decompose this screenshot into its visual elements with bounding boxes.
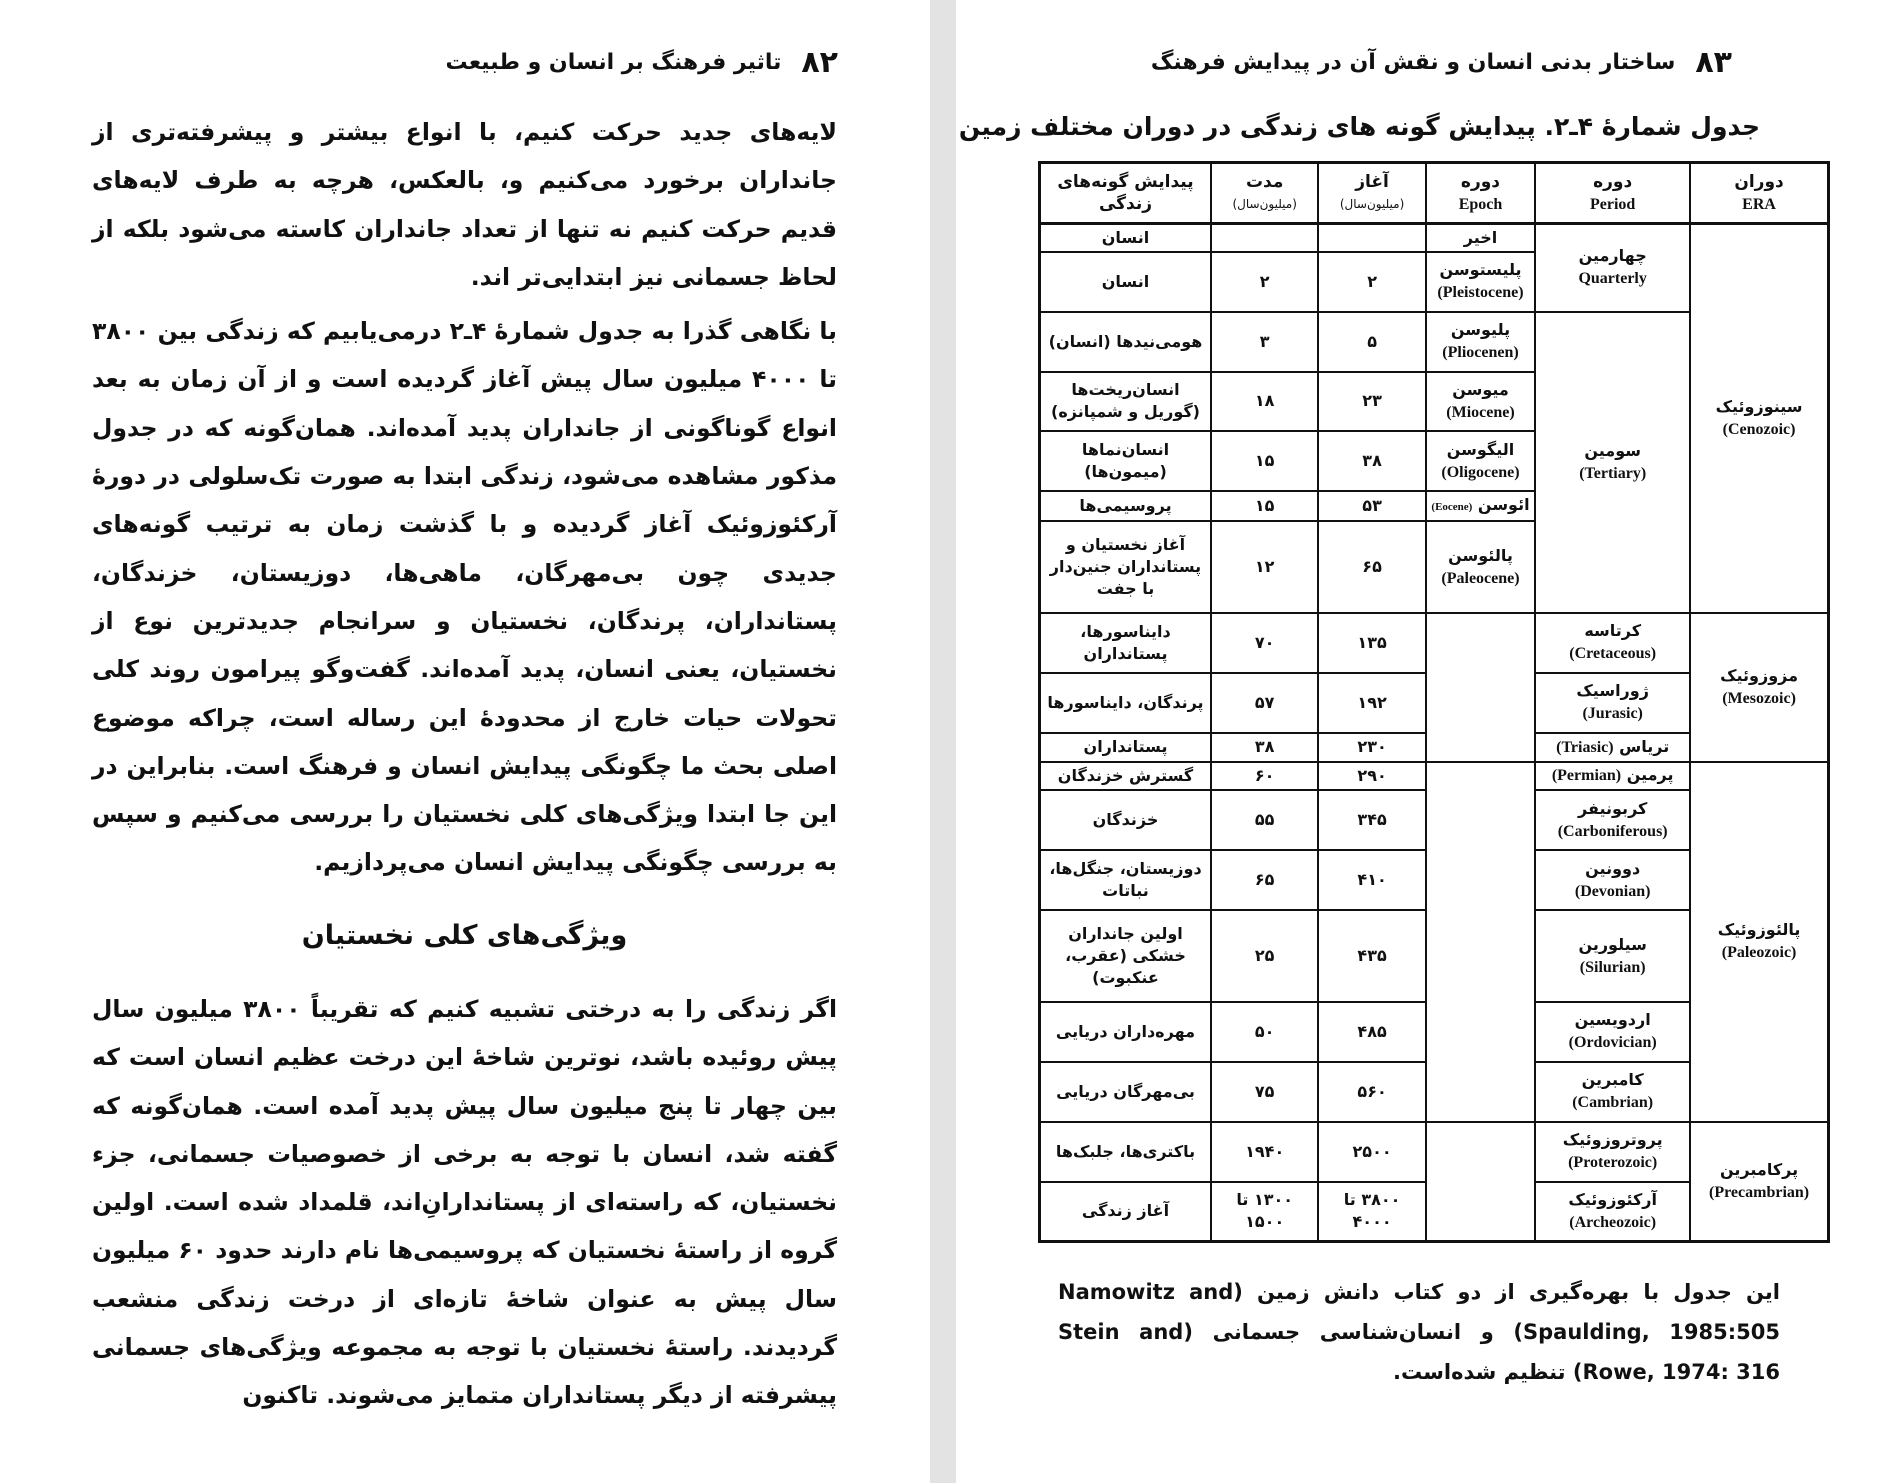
duration-jurassic: ۵۷: [1211, 673, 1318, 733]
section-heading: ویژگی‌های کلی نخستیان: [301, 920, 628, 951]
left-running-title: تاثیر فرهنگ بر انسان و طبیعت: [445, 49, 782, 75]
right-page-number: ۸۳: [1695, 44, 1732, 80]
duration-paleocene: ۱۲: [1211, 521, 1318, 613]
right-page: [956, 0, 1886, 1483]
duration-ordovician: ۵۰: [1211, 1002, 1318, 1062]
left-running-head: [446, 42, 838, 82]
duration-pliocene: ۳: [1211, 312, 1318, 372]
duration-cambrian: ۷۵: [1211, 1062, 1318, 1122]
life-jurassic: پرندگان، دایناسورها: [1040, 673, 1211, 733]
epoch-recent: اخیر: [1426, 224, 1535, 252]
life-archeozoic: آغاز زندگی: [1040, 1182, 1211, 1242]
start-cambrian: ۵۶۰: [1318, 1062, 1425, 1122]
table-row: [1040, 224, 1829, 252]
epoch-paleocene: پالئوسن (Paleocene): [1426, 521, 1535, 613]
duration-miocene: ۱۸: [1211, 372, 1318, 432]
life-permian: گسترش خزندگان: [1040, 762, 1211, 791]
duration-devonian: ۶۵: [1211, 850, 1318, 910]
period-cambrian: کامبرین (Cambrian): [1535, 1062, 1690, 1122]
duration-pleistocene: ۲: [1211, 252, 1318, 312]
header-period: دوره Period: [1535, 163, 1690, 224]
start-oligocene: ۳۸: [1318, 431, 1425, 491]
table-row: [1040, 1122, 1829, 1182]
period-permian: پرمین (Permian): [1535, 762, 1690, 791]
period-carboniferous: کربونیفر (Carboniferous): [1535, 790, 1690, 850]
life-oligocene: انسان‌نماها (میمون‌ها): [1040, 431, 1211, 491]
period-triassic: تریاس (Triasic): [1535, 733, 1690, 762]
life-cambrian: بی‌مهرگان دریایی: [1040, 1062, 1211, 1122]
header-life: پیدایش گونه‌های زندگی: [1040, 163, 1211, 224]
header-epoch: دوره Epoch: [1426, 163, 1535, 224]
period-devonian: دوونین (Devonian): [1535, 850, 1690, 910]
duration-triassic: ۳۸: [1211, 733, 1318, 762]
start-pleistocene: ۲: [1318, 252, 1425, 312]
start-silurian: ۴۳۵: [1318, 910, 1425, 1002]
duration-permian: ۶۰: [1211, 762, 1318, 791]
left-page-number: ۸۲: [801, 44, 838, 80]
header-duration: مدت (میلیون‌سال): [1211, 163, 1318, 224]
era-precambrian: پرکامبرین (Precambrian): [1690, 1122, 1828, 1242]
paragraph-3: اگر زندگی را به درختی تشبیه کنیم که تقریباً ۳۸۰۰ میلیون سال پیش روئیده باشد، نوترین شاخهٔ این درخت عظیم انسان است که بین چهار تا پنج میلیون سال پیش پدید آمده است. همان‌گونه که گفته شد، انسان با توجه به برخی از خصوصیات جسمانی، جزء نخستیان، که راسته‌ای از پستاندارانِ‌اند، قلمداد شده است. اولین گروه از راستهٔ نخستیان که پروسیمی‌ها نام دارند حدود ۶۰ میلیون سال پیش به عنوان شاخهٔ تازه‌ای از درخت زندگی منشعب گردیدند. راستهٔ نخستیان با توجه به مجموعه ویژگی‌های جسمانی پیشرفته از دیگر پستانداران متمایز می‌شوند. تاکنون: [92, 995, 837, 1410]
period-proterozoic: پروتروزوئیک (Proterozoic): [1535, 1122, 1690, 1182]
period-jurassic: ژوراسیک (Jurasic): [1535, 673, 1690, 733]
start-archeozoic: ۳۸۰۰ تا ۴۰۰۰: [1318, 1182, 1425, 1242]
start-miocene: ۲۳: [1318, 372, 1425, 432]
epoch-mesozoic-empty: [1426, 613, 1535, 762]
epoch-pleistocene: پلیستوسن (Pleistocene): [1426, 252, 1535, 312]
start-ordovician: ۴۸۵: [1318, 1002, 1425, 1062]
epoch-pliocene: پلیوسن (Pliocenen): [1426, 312, 1535, 372]
era-mesozoic: مزوزوئیک (Mesozoic): [1690, 613, 1828, 762]
life-proterozoic: باکتری‌ها، جلبک‌ها: [1040, 1122, 1211, 1182]
life-pleistocene: انسان: [1040, 252, 1211, 312]
life-cretaceous: دایناسورها، پستانداران: [1040, 613, 1211, 673]
era-cenozoic: سینوزوئیک (Cenozoic): [1690, 224, 1828, 614]
period-ordovician: اردویسین (Ordovician): [1535, 1002, 1690, 1062]
start-eocene: ۵۳: [1318, 491, 1425, 521]
life-devonian: دوزیستان، جنگل‌ها، نباتات: [1040, 850, 1211, 910]
table-row: [1040, 762, 1829, 791]
right-running-head: [1151, 42, 1732, 82]
header-start: آغاز (میلیون‌سال): [1318, 163, 1425, 224]
life-miocene: انسان‌ریخت‌ها (گوریل و شمپانزه): [1040, 372, 1211, 432]
start-jurassic: ۱۹۲: [1318, 673, 1425, 733]
era-paleozoic: پالئوزوئیک (Paleozoic): [1690, 762, 1828, 1122]
duration-archeozoic: ۱۳۰۰ تا ۱۵۰۰: [1211, 1182, 1318, 1242]
paragraph-1: لایه‌های جدید حرکت کنیم، با انواع بیشتر و پیشرفته‌تری از جانداران برخورد می‌کنیم و، بالعکس، هرچه به طرف لایه‌های قدیم حرکت کنیم نه تنها از تعداد جانداران کاسته می‌شود بلکه از لحاظ جسمانی نیز ابتدایی‌تر اند.: [92, 118, 837, 291]
start-triassic: ۲۳۰: [1318, 733, 1425, 762]
start-carboniferous: ۳۴۵: [1318, 790, 1425, 850]
duration-eocene: ۱۵: [1211, 491, 1318, 521]
paragraph-2: با نگاهی گذرا به جدول شمارهٔ ۴ـ۲ درمی‌یابیم که زندگی بین ۳۸۰۰ تا ۴۰۰۰ میلیون سال پیش آغاز گردیده است و از آن زمان به بعد انواع گوناگونی از جانداران پدید آمده‌اند. همان‌گونه که در جدول مذکور مشاهده می‌شود، زندگی ابتدا به صورت تک‌سلولی در دورهٔ آرکئوزوئیک آغاز گردیده و با گذشت زمان به ترتیب گونه‌های جدیدی چون بی‌مهرگان، ماهی‌ها، دوزیستان، خزندگان، پستانداران، پرندگان، نخستیان و سرانجام جدیدترین نوع از نخستیان، یعنی انسان، پدید آمده‌اند. گفت‌وگو پیرامون روند کلی تحولات حیات خارج از محدودهٔ این رساله است، چراکه موضوع اصلی بحث ما چگونگی پیدایش انسان و فرهنگ است. بنابراین در این جا ابتدا ویژگی‌های کلی نخستیان را بررسی می‌کنیم و سپس به بررسی چگونگی پیدایش انسان می‌پردازیم.: [92, 317, 837, 877]
start-pliocene: ۵: [1318, 312, 1425, 372]
epoch-paleozoic-empty: [1426, 762, 1535, 1122]
period-quaternary: چهارمین Quarterly: [1535, 224, 1690, 312]
start-cretaceous: ۱۳۵: [1318, 613, 1425, 673]
left-page: [0, 0, 930, 1483]
book-gutter: [930, 0, 956, 1483]
table-title: جدول شمارهٔ ۴ـ۲. پیدایش گونه های زندگی در دوران مختلف زمین: [958, 112, 1760, 141]
duration-oligocene: ۱۵: [1211, 431, 1318, 491]
period-silurian: سیلورین (Silurian): [1535, 910, 1690, 1002]
epoch-precambrian-empty: [1426, 1122, 1535, 1242]
life-paleocene: آغاز نخستیان و پستانداران جنین‌دار با جفت: [1040, 521, 1211, 613]
duration-carboniferous: ۵۵: [1211, 790, 1318, 850]
right-running-title: ساختار بدنی انسان و نقش آن در پیدایش فرهنگ: [1150, 49, 1676, 75]
duration-silurian: ۲۵: [1211, 910, 1318, 1002]
geologic-table: [1038, 161, 1830, 1243]
start-paleocene: ۶۵: [1318, 521, 1425, 613]
table-header-row: [1040, 163, 1829, 224]
epoch-miocene: میوسن (Miocene): [1426, 372, 1535, 432]
table-source-note: این جدول با بهره‌گیری از دو کتاب دانش زمین (Namowitz and Spaulding, 1985:505) و انسان‌شناسی جسمانی (Stein and Rowe, 1974: 316) تنظیم شده‌است.: [1058, 1280, 1780, 1384]
start-permian: ۲۹۰: [1318, 762, 1425, 791]
period-tertiary: سومین (Tertiary): [1535, 312, 1690, 613]
duration-proterozoic: ۱۹۴۰: [1211, 1122, 1318, 1182]
start-devonian: ۴۱۰: [1318, 850, 1425, 910]
life-silurian: اولین جانداران خشکی (عقرب، عنکبوت): [1040, 910, 1211, 1002]
life-recent: انسان: [1040, 224, 1211, 252]
life-triassic: پستانداران: [1040, 733, 1211, 762]
epoch-oligocene: الیگوسن (Oligocene): [1426, 431, 1535, 491]
table-row: [1040, 613, 1829, 673]
duration-cretaceous: ۷۰: [1211, 613, 1318, 673]
start-recent: [1318, 224, 1425, 252]
start-proterozoic: ۲۵۰۰: [1318, 1122, 1425, 1182]
left-body-text: [92, 108, 837, 887]
life-pliocene: هومی‌نیدها (انسان): [1040, 312, 1211, 372]
duration-recent: [1211, 224, 1318, 252]
header-era: دوران ERA: [1690, 163, 1828, 224]
life-eocene: پروسیمی‌ها: [1040, 491, 1211, 521]
life-ordovician: مهره‌داران دریایی: [1040, 1002, 1211, 1062]
period-archeozoic: آرکئوزوئیک (Archeozoic): [1535, 1182, 1690, 1242]
epoch-eocene: ائوسن (Eocene): [1426, 491, 1535, 521]
life-carboniferous: خزندگان: [1040, 790, 1211, 850]
period-cretaceous: کرتاسه (Cretaceous): [1535, 613, 1690, 673]
